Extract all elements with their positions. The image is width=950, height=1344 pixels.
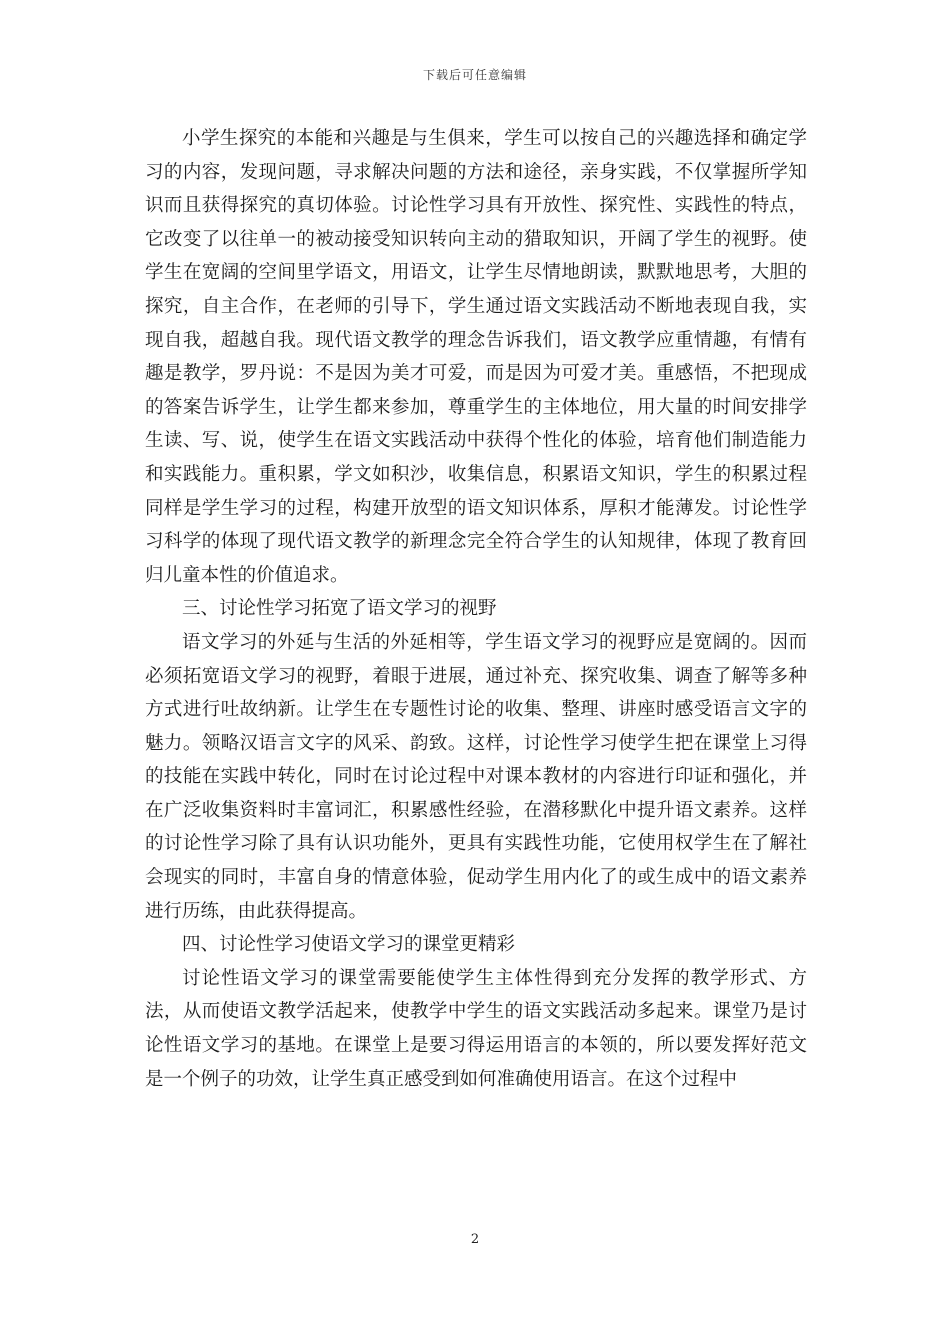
page-header: 下载后可任意编辑 (422, 68, 527, 82)
body-paragraph: 语文学习的外延与生活的外延相等，学生语文学习的视野应是宽阔的。因而必须拓宽语文学习的视野，着眼于进展，通过补充、探究收集、调查了解等多种方式进行吐故纳新。让学生在专题性讨论的收集、整理、讲座时感受语言文字的魅力。领略汉语言文字的风采、韵致。这样，讨论性学习使学生把在课堂上习得的技能在实践中转化，同时在讨论过程中对课本教材的内容进行印证和强化，并在广泛收集资料时丰富词汇，积累感性经验，在潜移默化中提升语文素养。这样的讨论性学习除了具有认识功能外，更具有实践性功能，它使用权学生在了解社会现实的同时，丰富自身的情意体验，促动学生用内化了的或生成中的语文素养进行历练，由此获得提高。 (145, 631, 807, 922)
document-body (145, 122, 807, 1096)
section-heading: 三、讨论性学习拓宽了语文学习的视野 (182, 598, 497, 620)
body-paragraph: 讨论性语文学习的课堂需要能使学生主体性得到充分发挥的教学形式、方法，从而使语文教学活起来，使教学中学生的语文实践活动多起来。课堂乃是讨论性语文学习的基地。在课堂上是要习得运用语言的本领的，所以要发挥好范文是一个例子的功效，让学生真正感受到如何准确使用语言。在这个过程中 (145, 967, 807, 1090)
body-paragraph: 小学生探究的本能和兴趣是与生俱来，学生可以按自己的兴趣选择和确定学习的内容，发现问题，寻求解决问题的方法和途径，亲身实践，不仅掌握所学知识而且获得探究的真切体验。讨论性学习具有开放性、探究性、实践性的特点，它改变了以往单一的被动接受知识转向主动的猎取知识，开阔了学生的视野。使学生在宽阔的空间里学语文，用语文，让学生尽情地朗读，默默地思考，大胆的探究，自主合作，在老师的引导下，学生通过语文实践活动不断地表现自我，实现自我，超越自我。现代语文教学的理念告诉我们，语文教学应重情趣，有情有趣是教学，罗丹说：不是因为美才可爱，而是因为可爱才美。重感悟，不把现成的答案告诉学生，让学生都来参加，尊重学生的主体地位，用大量的时间安排学生读、写、说，使学生在语文实践活动中获得个性化的体验，培育他们制造能力和实践能力。重积累，学文如积沙，收集信息，积累语文知识，学生的积累过程同样是学生学习的过程，构建开放型的语文知识体系，厚积才能薄发。讨论性学习科学的体现了现代语文教学的新理念完全符合学生的认知规律，体现了教育回归儿童本性的价值追求。 (145, 128, 807, 586)
page-number: 2 (470, 1232, 480, 1247)
section-heading: 四、讨论性学习使语文学习的课堂更精彩 (182, 934, 516, 956)
